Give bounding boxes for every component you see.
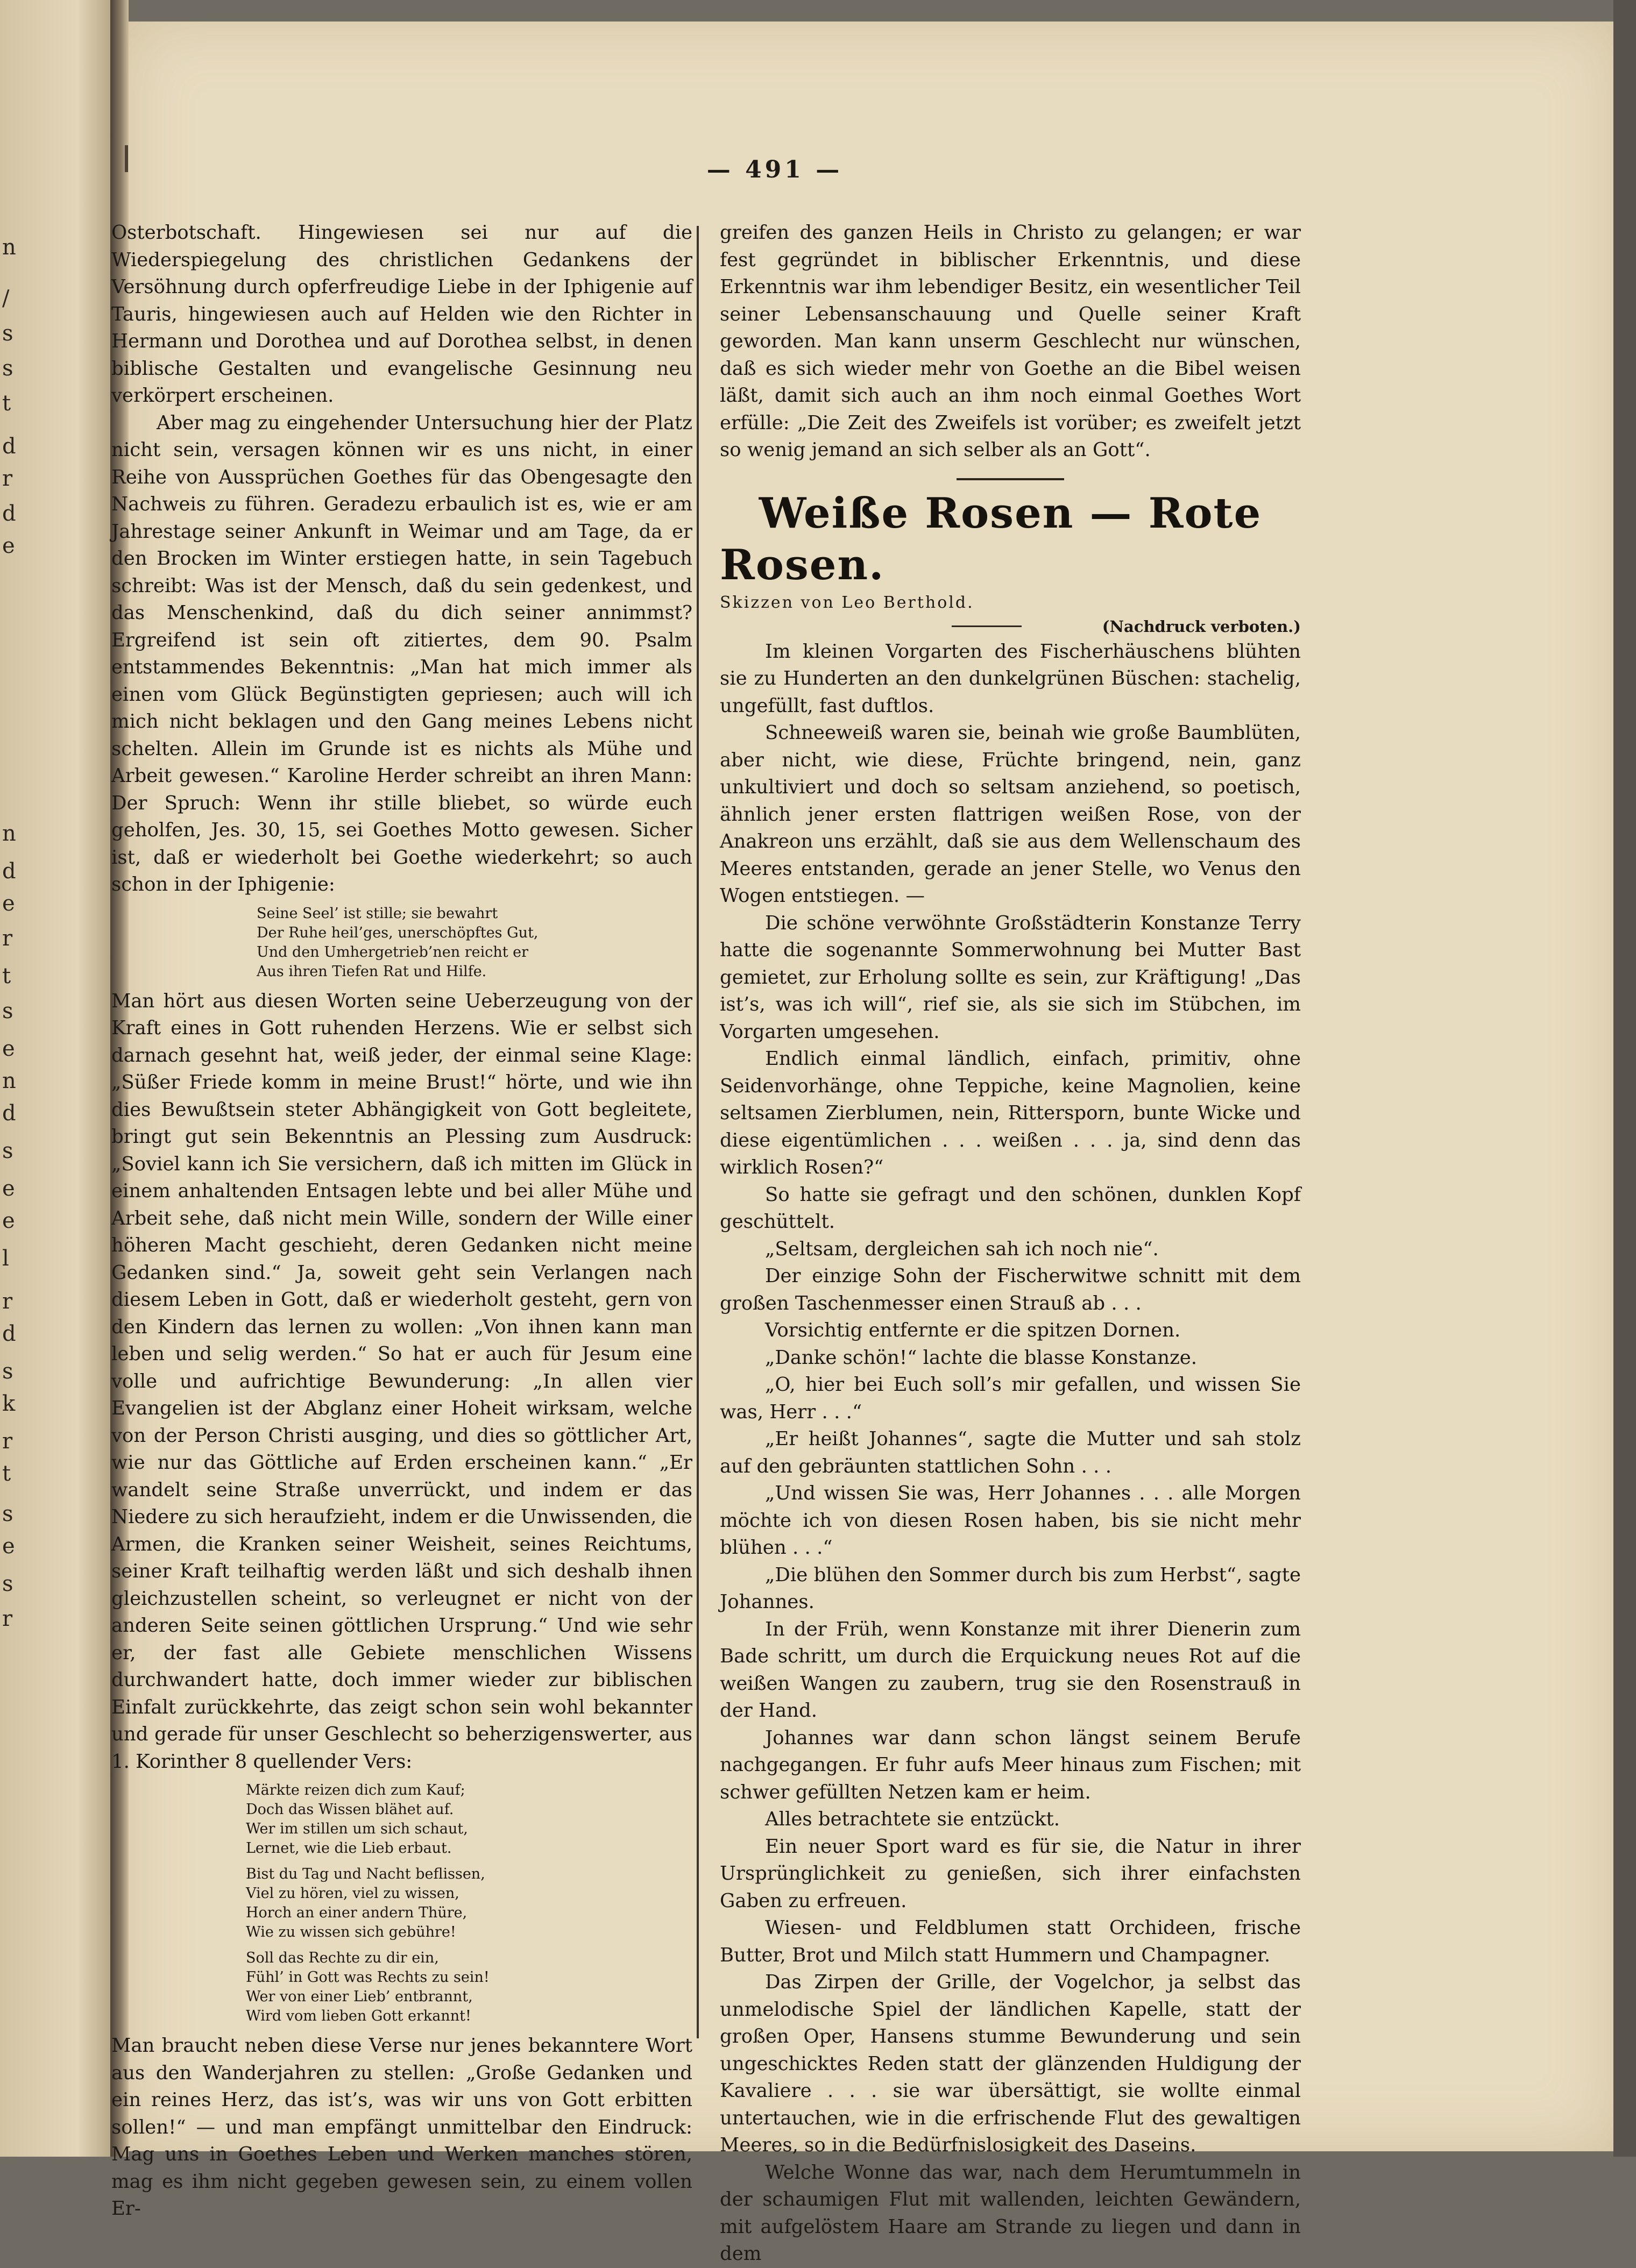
previous-page-letter: e — [2, 891, 15, 916]
verse-korinther — [246, 1781, 692, 2026]
story-body — [720, 638, 1301, 2268]
previous-page-letter: n — [2, 1069, 16, 1093]
verse-iphigenie — [257, 904, 692, 982]
previous-page-letter: s — [2, 1502, 13, 1526]
previous-page-letter: r — [2, 466, 13, 491]
story-paragraph: Welche Wonne das war, nach dem Herumtummeln in der schaumigen Flut mit wallenden, leichten Gewändern, mit aufgelöstem Haare am Strande zu liegen und dann in dem — [720, 2161, 1301, 2265]
verse-line: Fühl’ in Gott was Rechts zu sein! — [246, 1969, 490, 1986]
story-paragraph: Schneeweiß waren sie, beinah wie große Baumblüten, aber nicht, wie diese, Früchte bringend, nein, ganz unkultiviert und doch so seltsam anziehend, so poetisch, ähnlich jener ersten flattrigen weißen Rose, von der Anakreon uns erzählt, daß sie aus dem Wellenschaum des Meeres entstanden, gerade an jener Stelle, wo Venus den Wogen entstiegen. — — [720, 722, 1301, 907]
previous-page-letter: r — [2, 1606, 13, 1631]
verse-line: Wird vom lieben Gott erkannt! — [246, 2008, 471, 2024]
previous-page-letter: e — [2, 534, 15, 558]
left-column — [111, 219, 692, 2223]
previous-page-letter: r — [2, 1429, 13, 1454]
verse-line: Lernet, wie die Lieb erbaut. — [246, 1840, 452, 1857]
previous-page-letter: s — [2, 1139, 13, 1163]
verse-line: Doch das Wissen blähet auf. — [246, 1801, 454, 1818]
story-paragraph: „Die blühen den Sommer durch bis zum Herbst“, sagte Johannes. — [720, 1563, 1301, 1613]
previous-page-letter: d — [2, 501, 16, 526]
previous-page-letter: e — [2, 1036, 15, 1061]
story-paragraph: Johannes war dann schon längst seinem Berufe nachgegangen. Er fuhr aufs Meer hinaus zum Fischen; mit schwer gefüllten Netzen kam er heim. — [720, 1726, 1301, 1803]
verse-stanza — [246, 1949, 692, 2026]
previous-page-letter: d — [2, 1101, 16, 1126]
previous-page-letter: n — [2, 235, 16, 260]
verse-line: Wer im stillen um sich schaut, — [246, 1821, 468, 1837]
previous-page-letter: d — [2, 1321, 16, 1346]
scan-background-edge — [1613, 0, 1636, 2157]
section-divider — [957, 478, 1064, 480]
previous-page-letter: e — [2, 1534, 15, 1559]
story-title: Weiße Rosen — Rote Rosen. — [720, 488, 1262, 589]
left-paragraph-4: Man braucht neben diese Verse nur jenes bekanntere Wort aus den Wanderjahren zu stellen: „Große Gedanken und ein reines Herz, das ist’s, was wir uns von Gott erbitten sollen!“ — und man empfängt unmittelbar den Eindruck: Mag uns in Goethes Leben und Werken manches stören, mag es ihm nicht gegeben gewesen sein, zu einem vollen Er- — [111, 2035, 692, 2220]
verse-line: Märkte reizen dich zum Kauf; — [246, 1782, 465, 1798]
story-paragraph: „Und wissen Sie was, Herr Johannes . . . alle Morgen möchte ich von diesen Rosen haben, bis sie nicht mehr blühen . . .“ — [720, 1482, 1301, 1559]
previous-page-letter: l — [2, 1246, 9, 1271]
story-paragraph: Die schöne verwöhnte Großstädterin Konstanze Terry hatte die sogenannte Sommerwohnung bei Mutter Bast gemietet, zur Erholung sollte es sein, zur Kräftigung! „Das ist’s, was ich will“, rief sie, als sie sich im Stübchen, im Vorgarten umgesehen. — [720, 912, 1301, 1043]
previous-page-letter: k — [2, 1391, 16, 1416]
story-paragraph: „O, hier bei Euch soll’s mir gefallen, und wissen Sie was, Herr . . .“ — [720, 1374, 1301, 1423]
story-paragraph: „Danke schön!“ lachte die blasse Konstanze. — [765, 1346, 1198, 1369]
verse-line: Wer von einer Lieb’ entbrannt, — [246, 1988, 473, 2005]
previous-page-letter: s — [2, 356, 13, 381]
story-paragraph: Endlich einmal ländlich, einfach, primitiv, ohne Seidenvorhänge, ohne Teppiche, keine Magnolien, keine seltsamen Zierblumen, nein, Rittersporn, bunte Wicke und diese eigentümlichen . . . weißen . . . ja, sind denn das wirklich Rosen?“ — [720, 1048, 1301, 1178]
previous-page-letter: / — [2, 286, 10, 311]
reprint-notice: (Nachdruck verboten.) — [1102, 617, 1301, 636]
verse-stanza — [246, 1781, 692, 1858]
story-paragraph: So hatte sie gefragt und den schönen, dunklen Kopf geschüttelt. — [720, 1183, 1301, 1233]
verse-line: Wie zu wissen sich gebühre! — [246, 1924, 456, 1940]
verse-line: Der Ruhe heil’ges, unerschöpftes Gut, — [257, 924, 539, 941]
previous-page-edge — [0, 0, 110, 2157]
story-paragraph: Vorsichtig entfernte er die spitzen Dornen. — [765, 1319, 1181, 1341]
verse-line: Horch an einer andern Thüre, — [246, 1904, 468, 1921]
story-paragraph: In der Früh, wenn Konstanze mit ihrer Dienerin zum Bade schritt, um durch die Erquickung neues Rot auf die weißen Wangen zu zaubern, trug sie den Rosenstrauß in der Hand. — [720, 1618, 1301, 1722]
left-paragraph-2: Aber mag zu eingehender Untersuchung hier der Platz nicht sein, versagen können wir es uns nicht, in einer Reihe von Aussprüchen Goethes für das Obengesagte den Nachweis zu führen. Geradezu erbaulich ist es, wie er am Jahrestage seiner Ankunft in Weimar und am Tage, da er den Brocken im Winter erstiegen hatte, in sein Tagebuch schreibt: Was ist der Mensch, daß du sein gedenkest, und das Menschenkind, daß du dich seiner annimmst? Ergreifend ist sein oft zitiertes, dem 90. Psalm entstammendes Bekenntnis: „Man hat mich immer als einen vom Glück Begünstigten gepriesen; auch will ich mich nicht beklagen und den Gang meines Lebens nicht schelten. Allein im Grunde ist es nichts als Mühe und Arbeit gewesen.“ Karoline Herder schreibt an ihren Mann: Der Spruch: Wenn ihr stille bliebet, so würde euch geholfen, Jes. 30, 15, sei Goethes Motto gewesen. Sicher ist, daß er wiederholt bei Goethe wiederkehrt; so auch schon in der Iphigenie: — [111, 411, 692, 895]
story-byline: Skizzen von Leo Berthold. — [720, 593, 974, 612]
binding-mark — [125, 145, 128, 172]
reprint-notice-row — [720, 615, 1301, 638]
story-paragraph: Der einzige Sohn der Fischerwitwe schnitt mit dem großen Taschenmesser einen Strauß ab . . . — [720, 1265, 1301, 1314]
previous-page-letter: n — [2, 821, 16, 846]
left-paragraph-1: Osterbotschaft. Hingewiesen sei nur auf die Wiederspiegelung des christlichen Gedankens der Versöhnung durch opferfreudige Liebe in der Iphigenie auf Tauris, hingewiesen auch auf Helden wie den Richter in Hermann und Dorothea und auf Dorothea selbst, in denen biblische Gestalten und evangelische Gesinnung neu verkörpert erscheinen. — [111, 222, 692, 407]
previous-page-letter: e — [2, 1208, 15, 1233]
byline-divider — [952, 625, 1022, 627]
verse-line: Soll das Rechte zu dir ein, — [246, 1950, 439, 1966]
previous-page-letter: e — [2, 1176, 15, 1201]
previous-page-letter: s — [2, 321, 13, 346]
verse-line: Aus ihren Tiefen Rat und Hilfe. — [257, 963, 487, 980]
previous-page-letter: s — [2, 1359, 13, 1384]
previous-page-letter: s — [2, 999, 13, 1023]
column-divider — [697, 226, 699, 2038]
page-number: — 491 — — [706, 156, 843, 183]
story-paragraph: Alles betrachtete sie entzückt. — [765, 1808, 1060, 1830]
story-paragraph: Wiesen- und Feldblumen statt Orchideen, frische Butter, Brot und Milch statt Hummern und Champagner. — [720, 1917, 1301, 1966]
previous-page-letter: t — [2, 1461, 11, 1486]
previous-page-letter: t — [2, 964, 11, 989]
previous-page-letter: d — [2, 434, 16, 459]
story-paragraph: „Er heißt Johannes“, sagte die Mutter und sah stolz auf den gebräunten stattlichen Sohn . . . — [720, 1428, 1301, 1477]
verse-line: Und den Umhergetrieb’nen reicht er — [257, 943, 529, 961]
right-column — [720, 219, 1301, 2268]
previous-page-letter: s — [2, 1572, 13, 1596]
verse-line: Seine Seel’ ist stille; sie bewahrt — [257, 905, 498, 922]
story-paragraph: Das Zirpen der Grille, der Vogelchor, ja selbst das unmelodische Spiel der ländlichen Kapelle, statt der großen Oper, Hansens stumme Bewunderung und sein ungeschicktes Reden statt der glänzenden Huldigung der Kavaliere . . . sie war übersättigt, sie wollte einmal untertauchen, wie in die erfrischende Flut des gewaltigen Meeres, so in die Bedürfnislosigkeit des Daseins. — [720, 1971, 1301, 2156]
previous-page-letter: t — [2, 391, 11, 416]
right-paragraph-1: greifen des ganzen Heils in Christo zu gelangen; er war fest gegründet in biblischer Erkenntnis, und diese Erkenntnis war ihm lebendiger Besitz, ein wesentlicher Teil seiner Lebensanschauung und Quelle seiner Kraft geworden. Man kann unserm Geschlecht nur wünschen, daß es sich wieder mehr von Goethe an die Bibel weisen läßt, damit sich auch an ihm noch einmal Goethes Wort erfülle: „Die Zeit des Zweifels ist vorüber; es zweifelt jetzt so wenig jemand an sich selber als an Gott“. — [720, 222, 1301, 461]
story-paragraph: „Seltsam, dergleichen sah ich noch nie“. — [765, 1238, 1159, 1260]
verse-stanza — [257, 904, 692, 982]
previous-page-letter: d — [2, 859, 16, 884]
story-paragraph: Im kleinen Vorgarten des Fischerhäuschens blühten sie zu Hunderten an den dunkelgrünen Büschen: stachelig, ungefüllt, fast duftlos. — [720, 640, 1301, 717]
story-paragraph: Ein neuer Sport ward es für sie, die Natur in ihrer Ursprünglichkeit zu genießen, sich ihrer einfachsten Gaben zu erfreuen. — [720, 1835, 1301, 1912]
verse-line: Bist du Tag und Nacht beflissen, — [246, 1866, 485, 1882]
verse-line: Viel zu hören, viel zu wissen, — [246, 1885, 459, 1902]
previous-page-letter: r — [2, 1289, 13, 1314]
left-paragraph-3: Man hört aus diesen Worten seine Ueberzeugung von der Kraft eines in Gott ruhenden Herzens. Wie er selbst sich darnach gesehnt hat, weiß jeder, der einmal seine Klage: „Süßer Friede komm in meine Brust!“ hörte, und wie ihn dies Bewußtsein steter Abhängigkeit von Gott begleitete, bringt gut sein Bekenntnis an Plessing zum Ausdruck: „Soviel kann ich Sie versichern, daß ich mitten im Glück in einem anhaltenden Entsagen lebte und bei aller Mühe und Arbeit sehe, daß nicht mein Wille, sondern der Wille einer höheren Macht geschieht, deren Gedanken nicht meine Gedanken sind.“ Ja, soweit geht sein Verlangen nach diesem Leben in Gott, daß er wiederholt gesteht, gern von den Kindern das lernen zu wollen: „Von ihnen kann man leben und selig werden.“ So hat er auch für Jesum eine volle und aufrichtige Bewunderung: „In allen vier Evangelien ist der Abglanz einer Hoheit wirksam, welche von der Person Christi ausging, und dies so göttlicher Art, wie nur das Göttliche auf Erden erscheinen kann.“ „Er wandelt seine Straße unverrückt, und indem er das Niedere zu sich heraufzieht, indem er die Unwissenden, die Armen, die Kranken seiner Weisheit, seines Reichtums, seiner Kraft teilhaftig werden läßt und sich deshalb ihnen gleichzustellen scheint, so verleugnet er nicht von der anderen Seite seinen göttlichen Ursprung.“ Und wie sehr er, der fast alle Gebiete menschlichen Wissens durchwandert hatte, doch immer wieder zur biblischen Einfalt zurückkehrte, das zeigt schon sein wohl bekannter und gerade für unser Geschlecht so beherzigenswerter, aus 1. Korinther 8 quellender Vers: — [111, 990, 692, 1773]
previous-page-letter: r — [2, 926, 13, 951]
verse-stanza — [246, 1865, 692, 1942]
